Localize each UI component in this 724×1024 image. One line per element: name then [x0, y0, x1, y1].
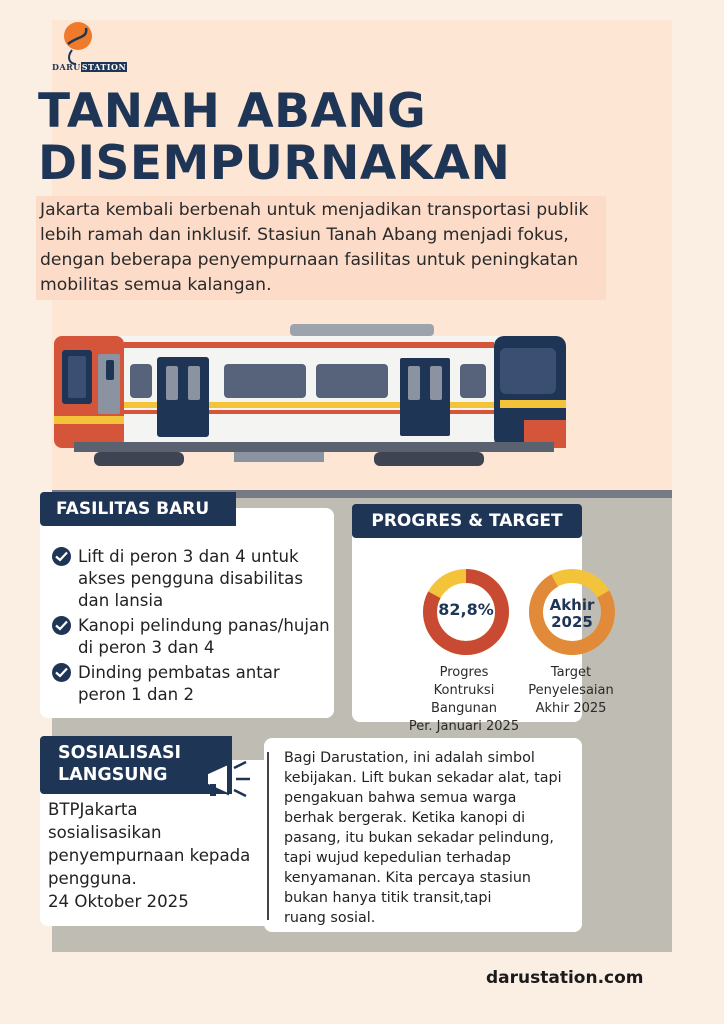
sosialisasi-text — [48, 798, 288, 913]
sosialisasi-line-4: pengguna. — [48, 869, 137, 888]
fasilitas-item-2: Kanopi pelindung panas/hujan di peron 3 dan 4 — [78, 616, 330, 657]
opini-line: ruang sosial. — [284, 910, 376, 926]
logo-suffix: STATION — [81, 62, 127, 72]
target-caption — [516, 664, 626, 718]
opini-line: pengakuan bahwa semua warga — [284, 790, 517, 806]
list-item — [52, 662, 332, 706]
fasilitas-item-3: Dinding pembatas antar peron 1 dan 2 — [78, 663, 280, 704]
train-illustration — [54, 320, 574, 480]
sosialisasi-date: 24 Oktober 2025 — [48, 892, 189, 911]
target-line-2: 2025 — [551, 613, 593, 631]
progress-caption — [400, 664, 528, 736]
opini-line: Bagi Darustation, ini adalah simbol — [284, 750, 535, 766]
intro-paragraph: Jakarta kembali berbenah untuk menjadikan transportasi publik lebih ramah dan inklusif. Stasiun Tanah Abang menjadi fokus, dengan beberapa penyempurnaan fasilitas untuk peningkatan mobilitas semua kalangan. — [36, 196, 606, 300]
opini-line: berhak bergerak. Ketika kanopi di — [284, 810, 526, 826]
fasilitas-item-1: Lift di peron 3 dan 4 untuk akses pengguna disabilitas dan lansia — [78, 547, 303, 610]
check-circle-icon — [52, 616, 71, 635]
list-item — [52, 615, 332, 659]
title-line-2: DISEMPURNAKAN — [38, 136, 511, 191]
check-circle-icon — [52, 663, 71, 682]
progress-value: 82,8% — [438, 600, 494, 619]
quote-bar — [267, 752, 269, 920]
sosialisasi-line-3: penyempurnaan kepada — [48, 846, 251, 865]
caption-line: Per. Januari 2025 — [408, 719, 520, 734]
sosialisasi-line-1: BTPJakarta — [48, 800, 138, 819]
opini-line: kebijakan. Lift bukan sekadar alat, tapi — [284, 770, 562, 786]
sosialisasi-heading-line-1: SOSIALISASI — [58, 743, 182, 763]
sosialisasi-line-2: sosialisasikan — [48, 823, 162, 842]
page-title — [38, 86, 510, 190]
opini-line: tapi wujud kepedulian terhadap — [284, 850, 512, 866]
fasilitas-heading: FASILITAS BARU — [40, 492, 236, 526]
sosialisasi-heading-line-2: LANGSUNG — [58, 765, 168, 785]
progres-heading: PROGRES & TARGET — [352, 504, 582, 538]
title-line-1: TANAH ABANG — [38, 84, 427, 139]
target-label — [526, 597, 618, 631]
website-link[interactable]: darustation.com — [486, 968, 644, 988]
check-circle-icon — [52, 547, 71, 566]
caption-line: Target — [550, 665, 592, 680]
caption-line: Progres — [439, 665, 489, 680]
logo-prefix: DARU — [52, 62, 81, 72]
logo-wordmark — [52, 62, 127, 72]
megaphone-icon — [198, 758, 254, 800]
caption-line: Akhir 2025 — [535, 701, 607, 716]
caption-line: Penyelesaian — [528, 683, 614, 698]
caption-line: Bangunan — [430, 701, 498, 716]
target-line-1: Akhir — [549, 596, 595, 614]
list-item — [52, 546, 332, 612]
opini-line: bukan hanya titik transit,tapi — [284, 890, 492, 906]
opini-text — [284, 748, 576, 928]
opini-line: kenyamanan. Kita percaya stasiun — [284, 870, 531, 886]
opini-line: pasang, itu bukan sekadar pelindung, — [284, 830, 554, 846]
caption-line: Kontruksi — [433, 683, 495, 698]
fasilitas-list — [52, 546, 332, 709]
